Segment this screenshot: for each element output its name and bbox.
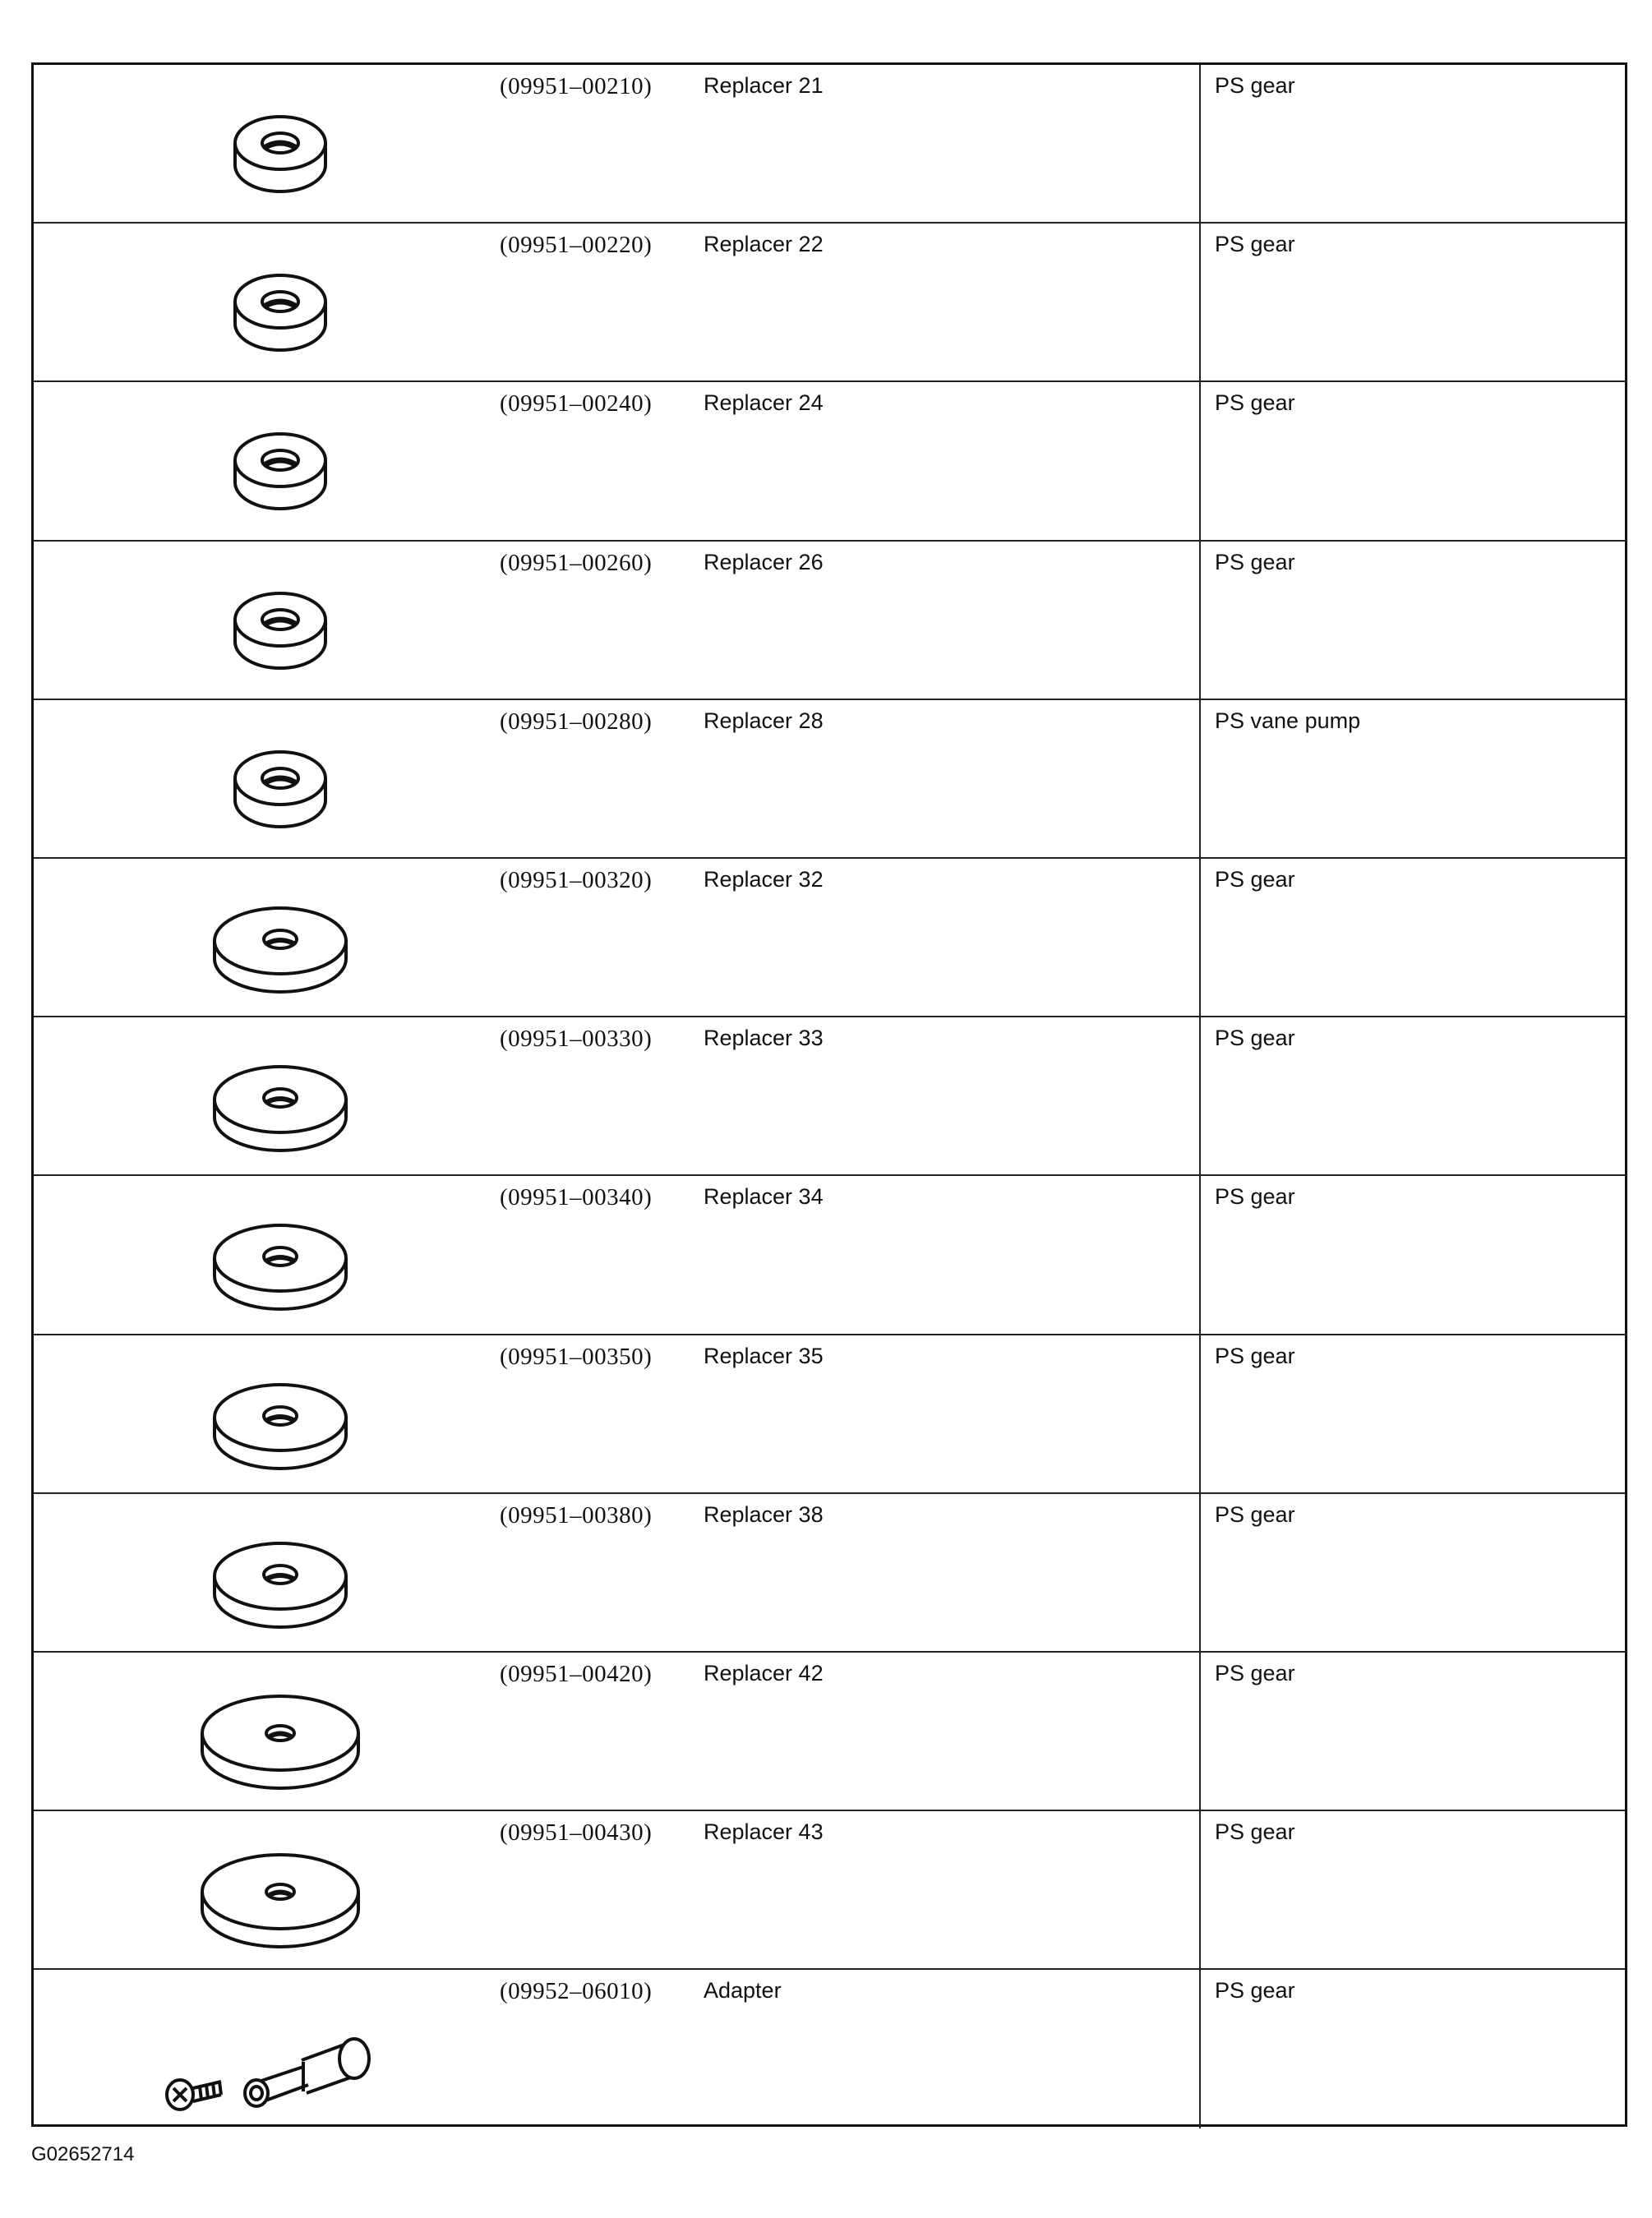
ring-small-icon <box>157 415 371 530</box>
part-number: (09951–00260) <box>500 549 653 576</box>
tool-name: Replacer 34 <box>704 1184 824 1210</box>
ring-small-icon <box>157 733 371 848</box>
part-number: (09951–00240) <box>500 390 653 417</box>
application: PS gear <box>1215 73 1295 98</box>
part-number: (09951–00420) <box>500 1660 653 1687</box>
tool-name: Replacer 38 <box>704 1501 824 1527</box>
ring-large-icon <box>157 1844 371 1959</box>
tool-name: Adapter <box>704 1978 782 2004</box>
table-row <box>34 1653 1625 1811</box>
ring-small-icon <box>157 256 371 371</box>
ring-medium-icon <box>157 1527 371 1642</box>
application: PS gear <box>1215 1978 1295 2004</box>
column-divider <box>1199 1335 1201 1492</box>
part-number: (09951–00380) <box>500 1501 653 1529</box>
application: PS gear <box>1215 232 1295 257</box>
application: PS gear <box>1215 1343 1295 1368</box>
application: PS gear <box>1215 866 1295 892</box>
ring-medium-icon <box>157 892 371 1007</box>
column-divider <box>1199 1970 1201 2128</box>
column-divider <box>1199 700 1201 857</box>
column-divider <box>1199 65 1201 222</box>
part-number: (09951–00430) <box>500 1819 653 1847</box>
tool-name: Replacer 35 <box>704 1343 824 1368</box>
tool-name: Replacer 28 <box>704 708 824 733</box>
tool-name: Replacer 22 <box>704 232 824 257</box>
column-divider <box>1199 224 1201 380</box>
application: PS gear <box>1215 549 1295 574</box>
tool-name: Replacer 33 <box>704 1026 824 1051</box>
tool-name: Replacer 32 <box>704 866 824 892</box>
table-row <box>34 65 1625 224</box>
application: PS vane pump <box>1215 708 1361 733</box>
application: PS gear <box>1215 1026 1295 1051</box>
part-number: (09952–06010) <box>500 1978 653 2005</box>
ring-large-icon <box>157 1685 371 1801</box>
column-divider <box>1199 1017 1201 1174</box>
part-number: (09951–00330) <box>500 1026 653 1053</box>
tool-name: Replacer 43 <box>704 1819 824 1845</box>
special-tool-table <box>31 62 1627 2127</box>
ring-small-icon <box>157 98 371 213</box>
tool-name: Replacer 21 <box>704 73 824 98</box>
part-number: (09951–00220) <box>500 232 653 259</box>
table-row <box>34 1970 1625 2128</box>
table-row <box>34 1017 1625 1176</box>
tool-name: Replacer 24 <box>704 390 824 416</box>
table-row <box>34 1811 1625 1970</box>
figure-id: G02652714 <box>31 2143 135 2165</box>
part-number: (09951–00320) <box>500 866 653 893</box>
table-row <box>34 224 1625 382</box>
table-row <box>34 859 1625 1017</box>
application: PS gear <box>1215 390 1295 416</box>
column-divider <box>1199 1494 1201 1651</box>
column-divider <box>1199 1811 1201 1968</box>
part-number: (09951–00350) <box>500 1343 653 1370</box>
application: PS gear <box>1215 1501 1295 1527</box>
table-row <box>34 382 1625 541</box>
ring-medium-icon <box>157 1050 371 1165</box>
table-row <box>34 1494 1625 1653</box>
column-divider <box>1199 382 1201 539</box>
table-row <box>34 700 1625 859</box>
column-divider <box>1199 859 1201 1016</box>
application: PS gear <box>1215 1819 1295 1845</box>
ring-small-icon <box>157 574 371 689</box>
adapter-and-bolt-icon <box>157 2003 371 2118</box>
ring-medium-icon <box>157 1209 371 1324</box>
column-divider <box>1199 1653 1201 1810</box>
column-divider <box>1199 1176 1201 1333</box>
table-row <box>34 1335 1625 1494</box>
part-number: (09951–00340) <box>500 1184 653 1211</box>
table-row <box>34 1176 1625 1335</box>
tool-name: Replacer 26 <box>704 549 824 574</box>
table-row <box>34 542 1625 700</box>
column-divider <box>1199 542 1201 699</box>
application: PS gear <box>1215 1660 1295 1685</box>
tool-name: Replacer 42 <box>704 1660 824 1685</box>
part-number: (09951–00210) <box>500 73 653 99</box>
application: PS gear <box>1215 1184 1295 1210</box>
ring-medium-icon <box>157 1368 371 1483</box>
part-number: (09951–00280) <box>500 708 653 735</box>
